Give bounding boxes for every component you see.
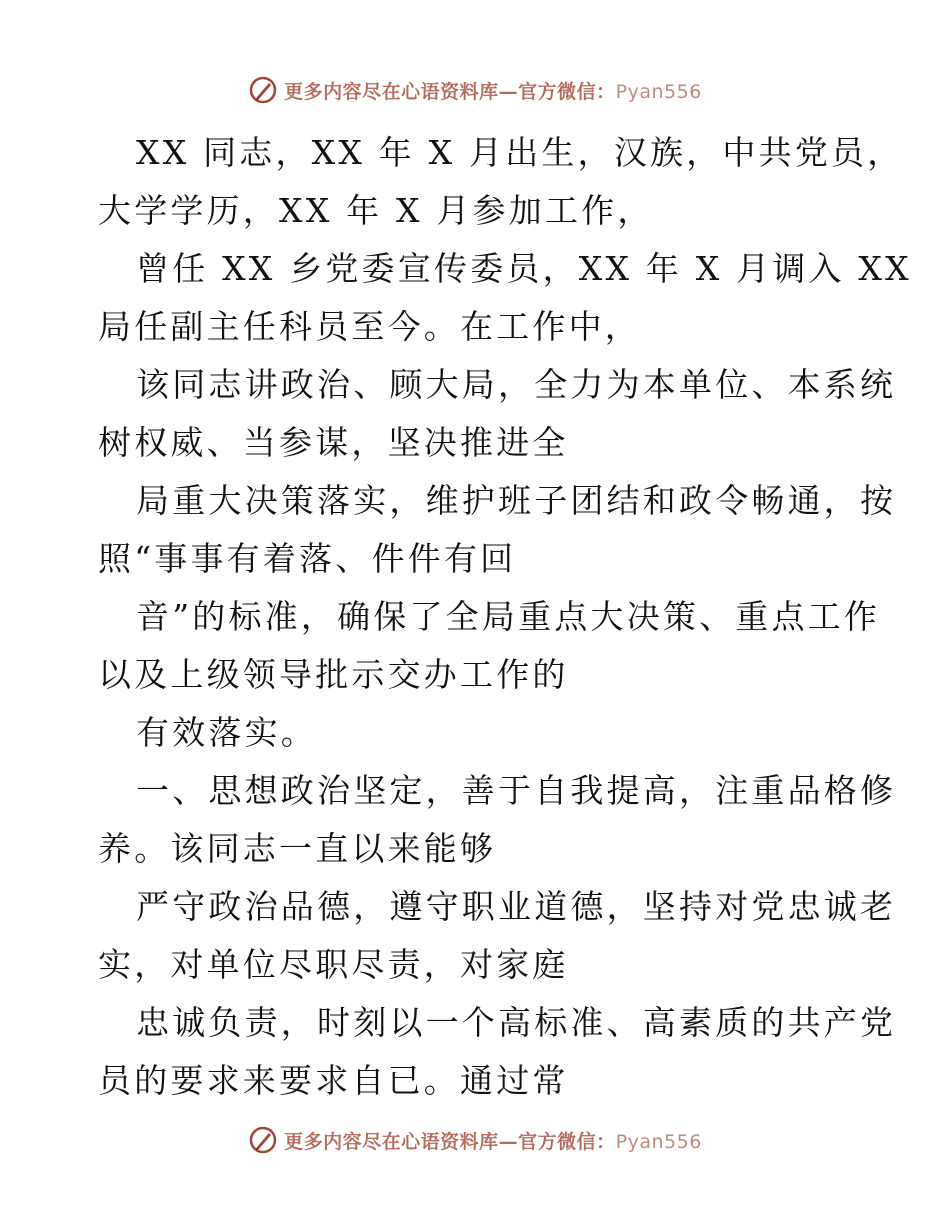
text-line: 局任副主任科员至今。在工作中，	[98, 307, 641, 346]
text-line: 实，对单位尽职尽责，对家庭	[98, 945, 569, 984]
text-line: 一、思想政治坚定，善于自我提高，注重品格修	[136, 771, 897, 810]
text-line: 音”的标准，确保了全局重点大决策、重点工作	[136, 597, 881, 636]
wechat-id: Pyan556	[615, 80, 702, 103]
text-line: 养。该同志一直以来能够	[98, 829, 497, 868]
banner-text: 更多内容尽在心语资料库—官方微信：Pyan556	[284, 80, 702, 103]
document-body	[98, 124, 912, 1110]
text-line: 曾任 XX 乡党委宣传委员，XX 年 X 月调入 XX	[136, 249, 912, 288]
pen-logo-icon	[248, 75, 278, 105]
banner-text: 更多内容尽在心语资料库—官方微信：Pyan556	[284, 1130, 702, 1153]
text-line: 大学学历，XX 年 X 月参加工作，	[98, 191, 654, 230]
header-banner	[0, 70, 950, 110]
text-line: 该同志讲政治、顾大局，全力为本单位、本系统	[136, 365, 897, 404]
text-line: 局重大决策落实，维护班子团结和政令畅通，按	[136, 481, 897, 520]
wechat-id: Pyan556	[615, 1130, 702, 1153]
pen-logo-icon	[248, 1125, 278, 1155]
footer-banner	[0, 1120, 950, 1160]
text-line: XX 同志，XX 年 X 月出生，汉族，中共党员，	[136, 133, 904, 172]
text-line: 忠诚负责，时刻以一个高标准、高素质的共产党	[136, 1003, 897, 1042]
text-line: 有效落实。	[136, 713, 317, 752]
text-line: 树权威、当参谋，坚决推进全	[98, 423, 569, 462]
text-line: 员的要求来要求自已。通过常	[98, 1061, 569, 1100]
text-line: 以及上级领导批示交办工作的	[98, 655, 569, 694]
text-line: 照“事事有着落、件件有回	[98, 539, 517, 578]
text-line: 严守政治品德，遵守职业道德，坚持对党忠诚老	[136, 887, 897, 926]
